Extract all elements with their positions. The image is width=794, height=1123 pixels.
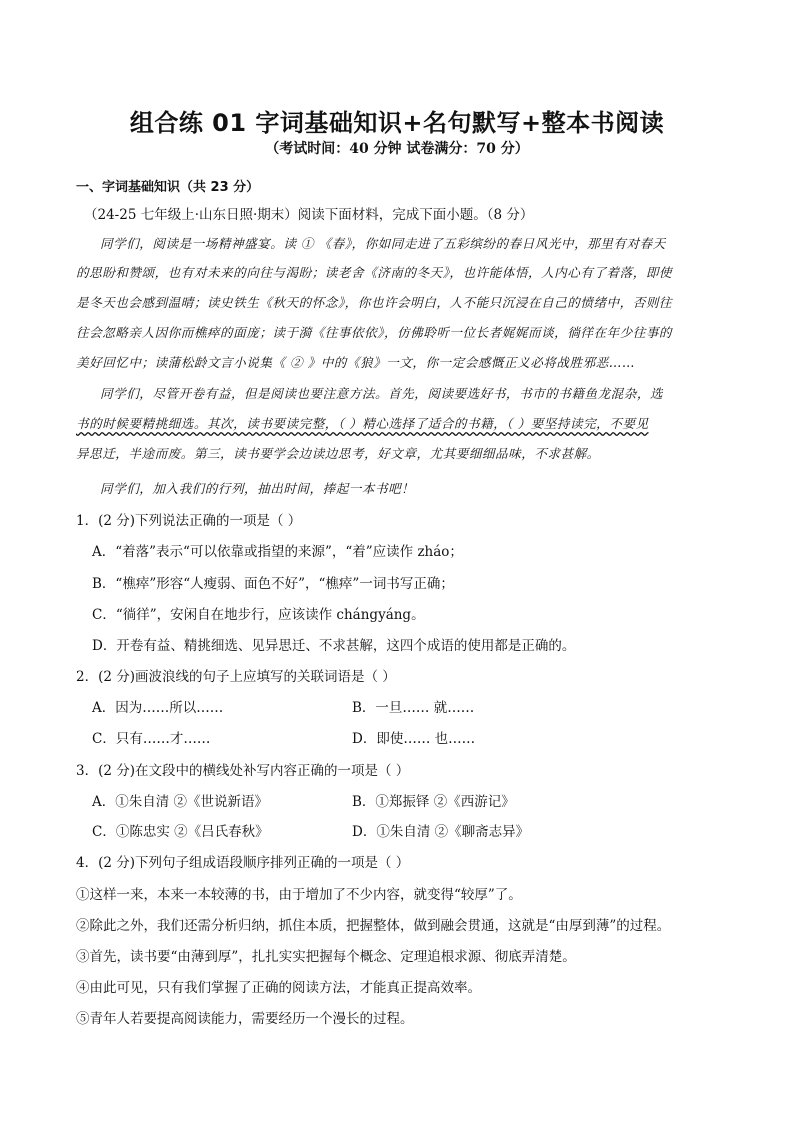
question-2-stem: 2．(2 分)画波浪线的句子上应填写的关联词语是（ ） bbox=[76, 669, 396, 685]
question-1-stem: 1．(2 分)下列说法正确的一项是（ ） bbox=[76, 513, 302, 529]
q4-sentence-5: ⑤青年人若要提高阅读能力，需要经历一个漫长的过程。 bbox=[76, 1011, 414, 1027]
passage-line: 同学们，加入我们的行列，抽出时间，捧起一本书吧！ bbox=[100, 481, 415, 496]
passage-line: 同学们，阅读是一场精神盛宴。读 ① 《春》，你如同走进了五彩缤纷的春日风光中，那里有对春天 bbox=[100, 236, 666, 251]
exam-info: （考试时间：40 分钟 试卷满分：70 分） bbox=[265, 141, 529, 157]
q4-sentence-4: ④由此可见，只有我们掌握了正确的阅读方法，才能真正提高效率。 bbox=[76, 980, 481, 996]
page-title: 组合练 01 字词基础知识+名句默写+整本书阅读 bbox=[129, 109, 665, 137]
q2-option-d[interactable]: D．即使…… 也…… bbox=[352, 731, 476, 747]
q4-sentence-2: ②除此之外，我们还需分析归纳，抓住本质，把握整体，做到融会贯通，这就是“由厚到薄”的过程。 bbox=[76, 918, 671, 934]
passage-line: 的思盼和赞颂，也有对未来的向往与渴盼；读老舍《济南的冬天》，也许能体悟，人内心有了着落，即使 bbox=[76, 265, 673, 280]
passage-line: 是冬天也会感到温晴；读史铁生《秋天的怀念》，你也许会明白，人不能只沉浸在自己的愤绪中，否则往 bbox=[76, 295, 673, 310]
section-heading: 一、字词基础知识（共 23 分） bbox=[76, 180, 260, 195]
q1-option-c[interactable]: C．“徜徉”，安闲自在地步行，应该读作 chángyáng。 bbox=[92, 607, 425, 623]
q2-option-c[interactable]: C．只有……才…… bbox=[92, 731, 211, 747]
question-4-stem: 4．(2 分)下列句子组成语段顺序排列正确的一项是（ ） bbox=[76, 855, 410, 871]
q3-option-c[interactable]: C．①陈忠实 ②《吕氏春秋》 bbox=[92, 824, 269, 840]
q3-option-d[interactable]: D．①朱自清 ②《聊斋志异》 bbox=[352, 824, 530, 840]
passage-line: 异思迁，半途而废。第三，读书要学会边读边思考，好文章，尤其要细细品味，不求甚解。 bbox=[76, 446, 600, 461]
q3-option-b[interactable]: B．①郑振铎 ②《西游记》 bbox=[352, 794, 515, 810]
q2-option-b[interactable]: B．一旦…… 就…… bbox=[352, 700, 475, 716]
q4-sentence-1: ①这样一来，本来一本较薄的书，由于增加了不少内容，就变得“较厚”了。 bbox=[76, 887, 522, 903]
q1-option-a[interactable]: A．“着落”表示“可以依靠或指望的来源”，“着”应读作 zháo； bbox=[92, 544, 463, 560]
passage-line: 美好回忆中；读蒲松龄文言小说集《 ② 》中的《狼》一文，你一定会感慨正义必将战胜邪恶…… bbox=[76, 355, 635, 370]
q1-option-d[interactable]: D．开卷有益、精挑细选、见异思迁、不求甚解，这四个成语的使用都是正确的。 bbox=[92, 638, 576, 654]
q4-sentence-3: ③首先，读书要“由薄到厚”，扎扎实实把握每个概念、定理追根求源、彻底弄清楚。 bbox=[76, 949, 576, 965]
q3-option-a[interactable]: A．①朱自清 ②《世说新语》 bbox=[92, 794, 269, 810]
question-3-stem: 3．(2 分)在文段中的横线处补写内容正确的一项是（ ） bbox=[76, 763, 410, 779]
passage-line: 往会忽略亲人因你而樵瘁的面庞；读于漪《往事依依》，仿佛聆听一位长者娓娓而谈，徜徉在年少往事的 bbox=[76, 325, 673, 340]
wavy-underlined-sentence: 书的时候要精挑细选。其次，读书要读完整，（ ）精心选择了适合的书籍，（ ）要坚持读完，不要见 bbox=[76, 416, 649, 431]
material-source: （24-25 七年级上·山东日照·期末）阅读下面材料，完成下面小题。（8 分） bbox=[84, 207, 534, 223]
passage-line: 同学们，尽管开卷有益，但是阅读也要注意方法。首先，阅读要选好书，书市的书籍鱼龙混杂，选 bbox=[100, 386, 664, 401]
q1-option-b[interactable]: B．“樵瘁”形容“人瘦弱、面色不好”，“樵瘁”一词书写正确； bbox=[92, 576, 454, 592]
q2-option-a[interactable]: A．因为……所以…… bbox=[92, 700, 224, 716]
